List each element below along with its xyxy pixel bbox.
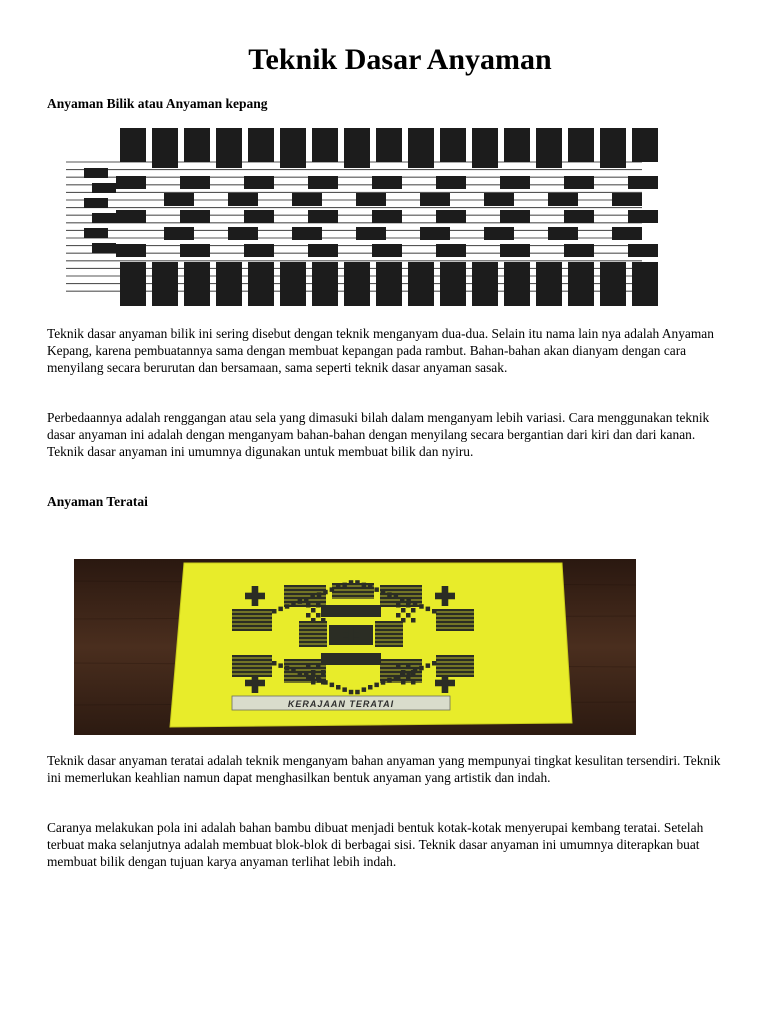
edge-block xyxy=(92,183,116,193)
weave-block xyxy=(628,176,658,189)
weave-block xyxy=(228,193,258,206)
page-title: Teknik Dasar Anyaman xyxy=(248,43,552,76)
weave-block xyxy=(308,244,338,257)
diagonal-check xyxy=(387,678,392,683)
checker-cell xyxy=(406,603,411,608)
bottom-strip xyxy=(536,262,562,306)
checker-cell xyxy=(396,613,401,618)
checker-cell xyxy=(316,675,321,680)
edge-block xyxy=(84,168,108,178)
weave-block xyxy=(564,210,594,223)
weave-block xyxy=(372,176,402,189)
weave-block xyxy=(180,244,210,257)
teratai-paragraph-1: Teknik dasar anyaman teratai adalah teknik menganyam bahan anyaman yang mempunyai tingkat kesulitan tersendiri. Teknik ini memerlukan keahlian namun dapat menghasilkan bentuk anyaman yang artistik dan indah. xyxy=(47,753,721,785)
bottom-strip xyxy=(280,262,306,306)
top-strip xyxy=(600,128,626,168)
striped-block xyxy=(375,621,403,647)
edge-block xyxy=(92,243,116,253)
top-strip xyxy=(344,128,370,168)
center-bottom-bar xyxy=(321,653,381,665)
checker-cell xyxy=(401,670,406,675)
top-strip xyxy=(376,128,402,162)
diagonal-check xyxy=(426,663,431,668)
diagonal-check xyxy=(374,587,379,592)
diagonal-check xyxy=(285,666,290,671)
weave-block xyxy=(308,210,338,223)
weave-block xyxy=(164,227,194,240)
top-strip xyxy=(216,128,242,168)
checker-cell xyxy=(316,603,321,608)
top-strip xyxy=(504,128,530,162)
checker-cell xyxy=(306,603,311,608)
diagonal-check xyxy=(368,685,373,690)
checker-cell xyxy=(411,618,416,623)
diagonal-check xyxy=(272,661,277,666)
top-strip xyxy=(184,128,210,162)
diagonal-check xyxy=(304,597,309,602)
weave-block xyxy=(180,176,210,189)
bottom-strip xyxy=(408,262,434,306)
diagonal-check xyxy=(342,583,347,588)
diagonal-check xyxy=(381,590,386,595)
weave-block xyxy=(244,244,274,257)
bottom-strip xyxy=(440,262,466,306)
diagonal-check xyxy=(394,595,399,600)
diagonal-check xyxy=(374,683,379,688)
diagonal-check xyxy=(381,680,386,685)
edge-block xyxy=(84,228,108,238)
bottom-strip xyxy=(184,262,210,306)
checker-cell xyxy=(306,613,311,618)
weave-block xyxy=(548,193,578,206)
diagonal-check xyxy=(413,602,418,607)
diagonal-check xyxy=(278,607,283,612)
diagonal-check xyxy=(419,604,424,609)
cross-motif-bar xyxy=(442,586,449,606)
diagonal-check xyxy=(355,580,360,585)
bottom-strip xyxy=(120,262,146,306)
weave-block xyxy=(436,244,466,257)
diagonal-check xyxy=(298,671,303,676)
checker-cell xyxy=(401,680,406,685)
checker-cell xyxy=(406,613,411,618)
top-strip xyxy=(440,128,466,162)
checker-cell xyxy=(311,680,316,685)
diagonal-check xyxy=(362,687,367,692)
section-heading-teratai: Anyaman Teratai xyxy=(47,494,148,509)
checker-cell xyxy=(321,618,326,623)
top-strip xyxy=(568,128,594,162)
checker-cell xyxy=(306,665,311,670)
diagonal-check xyxy=(330,683,335,688)
weave-block xyxy=(244,176,274,189)
diagonal-check xyxy=(349,580,354,585)
checker-cell xyxy=(411,680,416,685)
top-strip xyxy=(312,128,338,162)
weave-block xyxy=(116,244,146,257)
checker-cell xyxy=(316,613,321,618)
checker-cell xyxy=(406,675,411,680)
checker-cell xyxy=(311,670,316,675)
weave-block xyxy=(292,227,322,240)
diagonal-check xyxy=(349,690,354,695)
weave-block xyxy=(436,176,466,189)
bottom-strip xyxy=(472,262,498,306)
diagonal-check xyxy=(406,671,411,676)
teratai-paragraph-2: Caranya melakukan pola ini adalah bahan bambu dibuat menjadi bentuk kotak-kotak menyerupai kembang teratai. Setelah terbuat maka selanjutnya adalah membuat blok-blok di berbagai sisi. Teknik dasar anyaman ini umumnya diterapkan buat membuat bilik dengan tujuan karya anyaman terlihat lebih indah. xyxy=(47,820,704,869)
weave-block xyxy=(436,210,466,223)
checker-cell xyxy=(306,675,311,680)
weave-block xyxy=(500,210,530,223)
weave-block xyxy=(180,210,210,223)
diagonal-check xyxy=(355,690,360,695)
diagonal-check xyxy=(323,590,328,595)
weave-block xyxy=(548,227,578,240)
bottom-strip xyxy=(248,262,274,306)
teratai-label-text: KERAJAAN TERATAI xyxy=(287,699,395,709)
diagonal-check xyxy=(362,583,367,588)
section-heading-bilik: Anyaman Bilik atau Anyaman kepang xyxy=(47,96,268,111)
diagonal-check xyxy=(291,602,296,607)
checker-cell xyxy=(396,665,401,670)
diagonal-check xyxy=(432,609,437,614)
striped-block xyxy=(299,621,327,647)
weave-block xyxy=(628,244,658,257)
diagonal-check xyxy=(310,595,315,600)
center-top-bar xyxy=(321,605,381,617)
weave-block xyxy=(564,176,594,189)
weave-block xyxy=(484,227,514,240)
cross-motif-bar xyxy=(252,586,259,606)
weave-block xyxy=(308,176,338,189)
bottom-strip xyxy=(344,262,370,306)
diagonal-check xyxy=(285,604,290,609)
checker-cell xyxy=(396,603,401,608)
checker-cell xyxy=(401,618,406,623)
weave-block xyxy=(356,193,386,206)
checker-cell xyxy=(411,608,416,613)
diagonal-check xyxy=(330,587,335,592)
diagonal-check xyxy=(336,585,341,590)
diagonal-check xyxy=(426,607,431,612)
top-strip xyxy=(152,128,178,168)
weave-block xyxy=(420,193,450,206)
diagonal-check xyxy=(368,585,373,590)
diagonal-check xyxy=(278,663,283,668)
weave-block xyxy=(116,210,146,223)
checker-cell xyxy=(321,608,326,613)
weave-block xyxy=(356,227,386,240)
weave-block xyxy=(500,244,530,257)
bottom-strip xyxy=(216,262,242,306)
weave-block xyxy=(164,193,194,206)
checker-cell xyxy=(311,618,316,623)
top-strip xyxy=(632,128,658,162)
cross-motif-bar xyxy=(348,627,353,643)
diagonal-check xyxy=(272,609,277,614)
checker-cell xyxy=(411,670,416,675)
weave-block xyxy=(228,227,258,240)
weave-block xyxy=(500,176,530,189)
bottom-strip xyxy=(568,262,594,306)
bottom-strip xyxy=(504,262,530,306)
diagonal-check xyxy=(336,685,341,690)
bottom-strip xyxy=(632,262,658,306)
diagonal-check xyxy=(317,592,322,597)
bottom-strip xyxy=(600,262,626,306)
diagonal-check xyxy=(387,592,392,597)
checker-cell xyxy=(311,608,316,613)
diagonal-check xyxy=(419,666,424,671)
diagonal-check xyxy=(342,687,347,692)
bottom-strip xyxy=(152,262,178,306)
bilik-paragraph-1: Teknik dasar anyaman bilik ini sering disebut dengan teknik menganyam dua-dua. Selain itu nama lain nya adalah Anyaman Kepang, karena pembuatannya sama dengan membuat kepangan pada rambut. Bahan-bahan akan dianyam dengan cara menyilang secara berurutan dan bersamaan, sama seperti teknik dasar anyaman sasak. xyxy=(47,326,714,375)
weave-block xyxy=(628,210,658,223)
bottom-strip xyxy=(312,262,338,306)
diagonal-check xyxy=(298,599,303,604)
weave-block xyxy=(612,193,642,206)
top-strip xyxy=(472,128,498,168)
top-strip xyxy=(120,128,146,162)
checker-cell xyxy=(316,665,321,670)
top-strip xyxy=(280,128,306,168)
checker-cell xyxy=(321,680,326,685)
diagonal-check xyxy=(432,661,437,666)
weave-block xyxy=(420,227,450,240)
top-strip xyxy=(248,128,274,162)
bilik-paragraph-2: Perbedaannya adalah renggangan atau sela yang dimasuki bilah dalam menganyam lebih variasi. Cara menggunakan teknik dasar anyaman ini adalah dengan menganyam bahan-bahan dengan menyilang secara bergantian dari kiri dan dari kanan. Teknik dasar anyaman ini umumnya digunakan untuk membuat bilik dan nyiru. xyxy=(47,410,710,459)
diagonal-check xyxy=(310,675,315,680)
weave-block xyxy=(372,210,402,223)
top-strip xyxy=(408,128,434,168)
weave-block xyxy=(116,176,146,189)
weave-block xyxy=(484,193,514,206)
diagonal-check xyxy=(291,668,296,673)
bottom-strip xyxy=(376,262,402,306)
checker-cell xyxy=(406,665,411,670)
weave-block xyxy=(244,210,274,223)
top-strip xyxy=(536,128,562,168)
weave-block xyxy=(612,227,642,240)
edge-block xyxy=(84,198,108,208)
weave-block xyxy=(564,244,594,257)
bilik-weave-figure xyxy=(66,124,714,310)
checker-cell xyxy=(396,675,401,680)
weave-block xyxy=(372,244,402,257)
checker-cell xyxy=(321,670,326,675)
weave-block xyxy=(292,193,322,206)
diagonal-check xyxy=(400,597,405,602)
checker-cell xyxy=(401,608,406,613)
edge-block xyxy=(92,213,116,223)
teratai-weave-figure xyxy=(74,559,636,735)
